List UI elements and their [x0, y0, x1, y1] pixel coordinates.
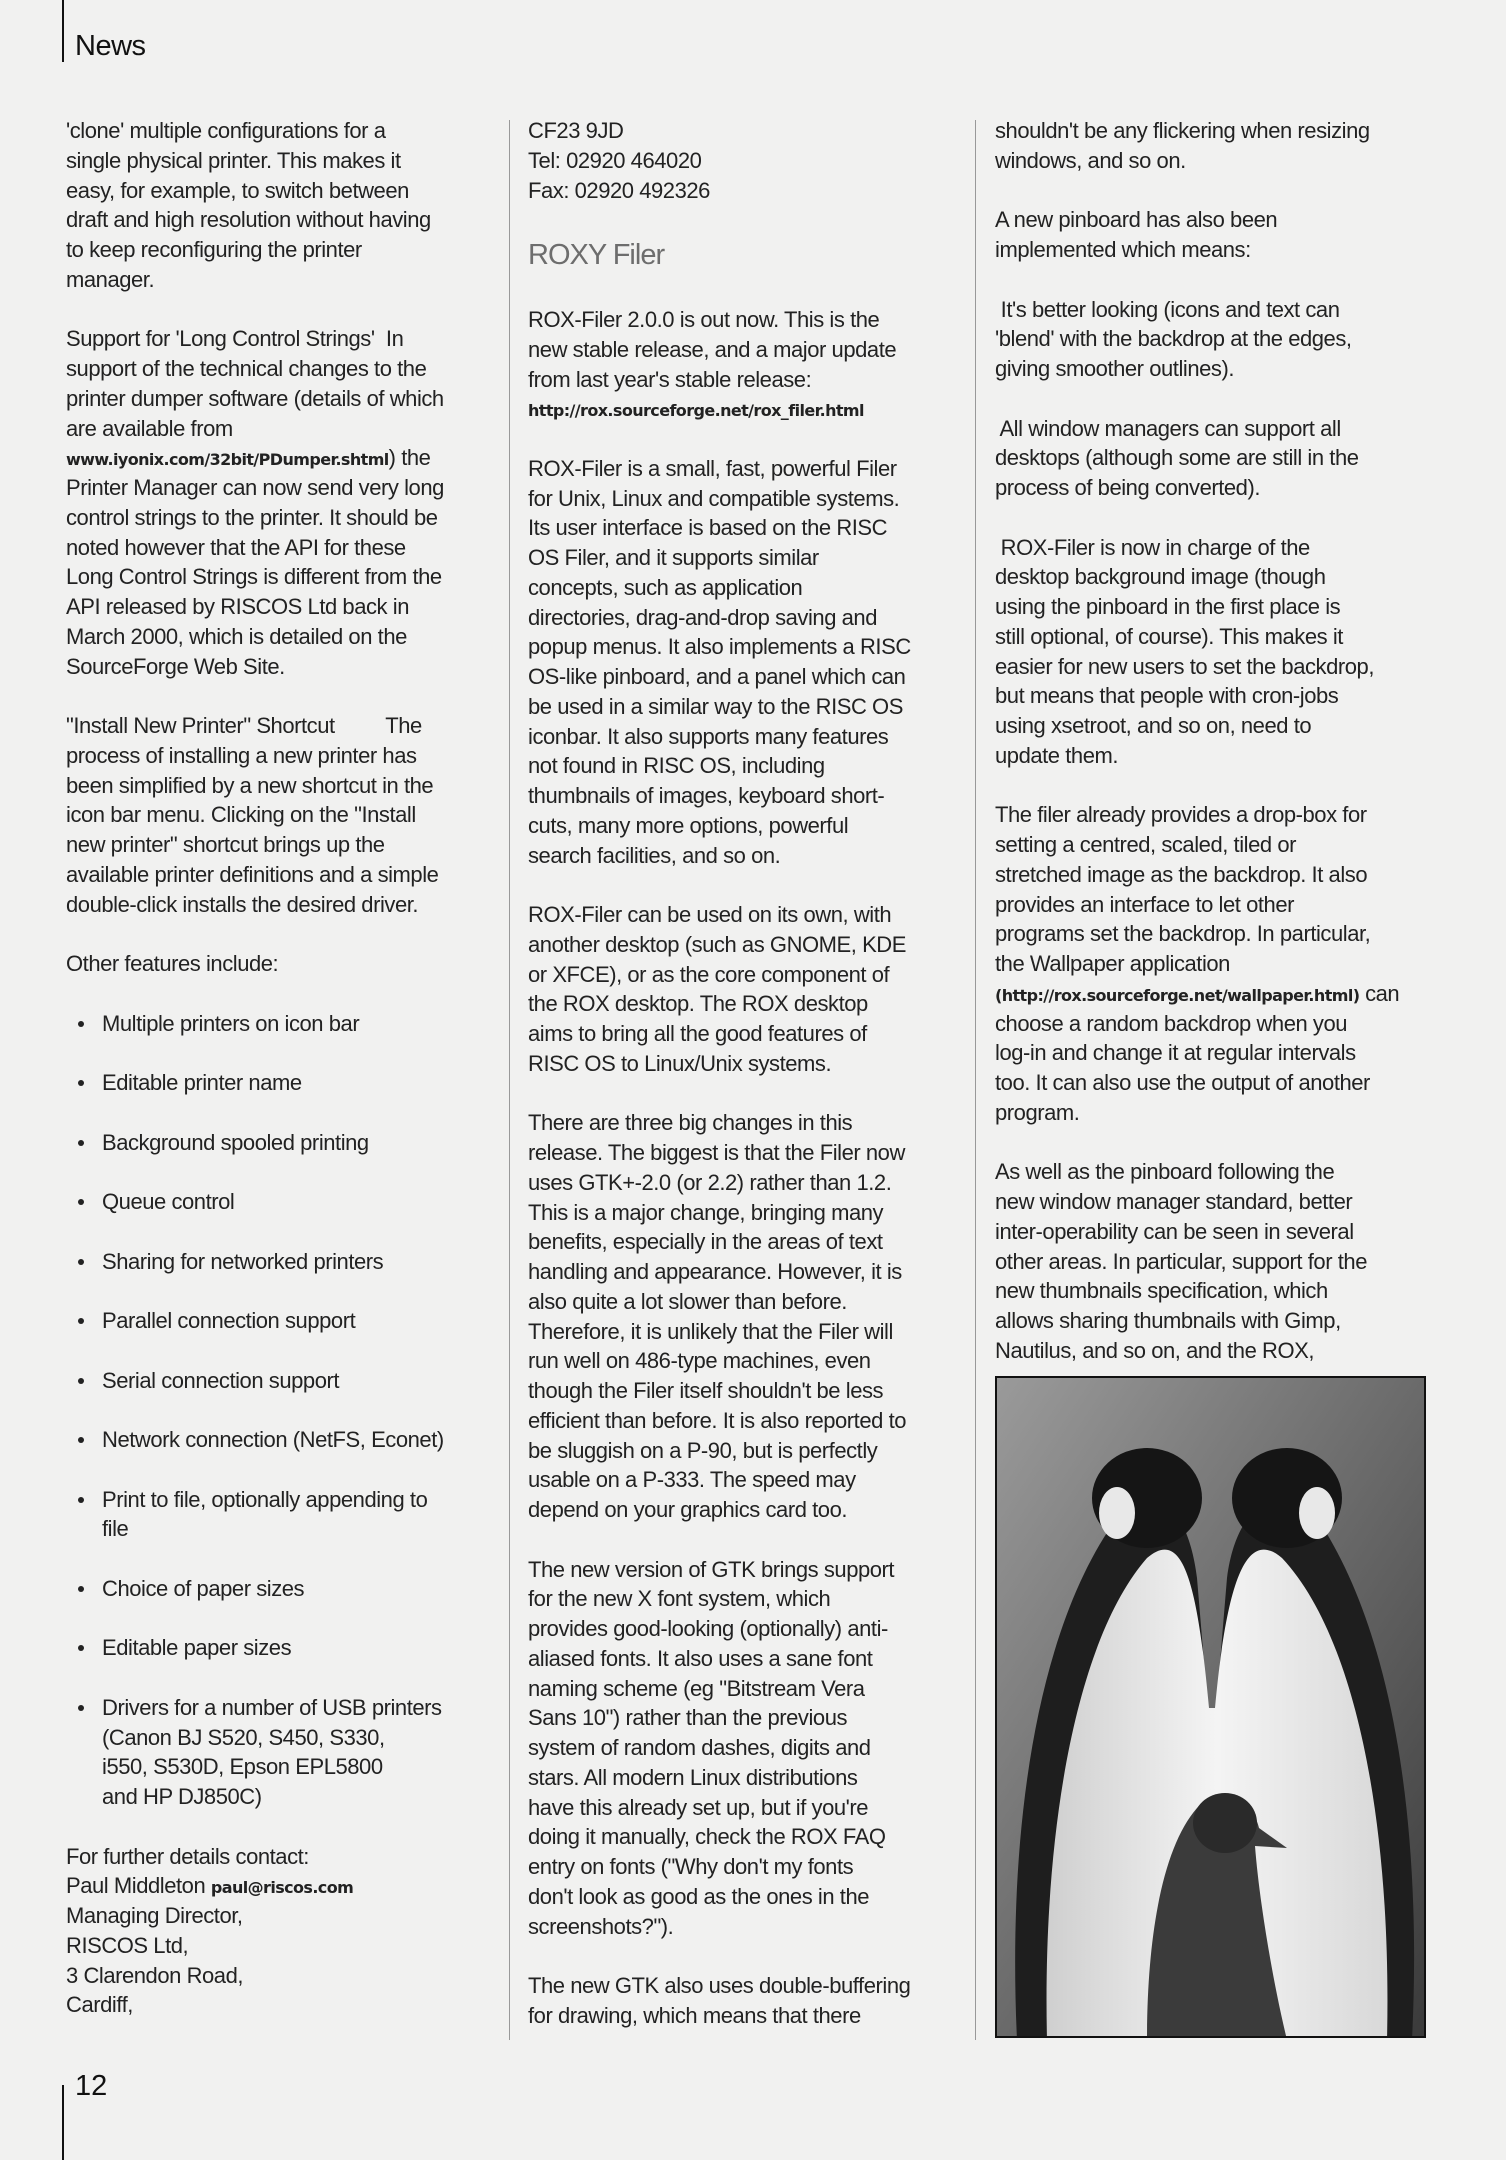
text-line: new window manager standard, better [995, 1189, 1353, 1214]
text-line: double-click installs the desired driver. [66, 891, 419, 917]
paragraph [66, 116, 496, 295]
text-line: Editable printer name [102, 1070, 302, 1095]
text-line: SourceForge Web Site. [66, 653, 285, 679]
text-line: process of being converted). [995, 475, 1260, 500]
paragraph [995, 205, 1435, 265]
text-line: All window managers can support all [995, 415, 1341, 441]
text-line: popup menus. It also implements a RISC [528, 634, 911, 660]
text-line: draft and high resolution without having [66, 207, 431, 233]
text-line: uses GTK+-2.0 (or 2.2) rather than 1.2. [528, 1169, 892, 1195]
text-line: naming scheme (eg "Bitstream Vera [528, 1675, 865, 1701]
text-line: desktop background image (though [995, 564, 1326, 590]
text-line: are available from [66, 415, 233, 441]
text-line: depend on your graphics card too. [528, 1497, 848, 1522]
text-line: Fax: 02920 492326 [528, 177, 710, 203]
text-line: ROX-Filer can be used on its own, with [528, 902, 892, 927]
text-line: provides an interface to let other [995, 891, 1294, 917]
text-line: Printer Manager can now send very long [66, 475, 444, 500]
text-line: Multiple printers on icon bar [102, 1010, 360, 1036]
text-line: OS-like pinboard, and a panel which can [528, 664, 906, 689]
text-line: Editable paper sizes [102, 1635, 292, 1661]
text-line: Nautilus, and so on, and the ROX, [995, 1337, 1315, 1363]
text-line: efficient than before. It is also reported to [528, 1407, 907, 1433]
text-line: setting a centred, scaled, tiled or [995, 832, 1296, 857]
text-line: another desktop (such as GNOME, KDE [528, 931, 906, 957]
line-text: ) the [388, 445, 431, 471]
text-line: easier for new users to set the backdrop, [995, 653, 1374, 679]
bullet-item [66, 1009, 496, 1039]
text-line: for the new X font system, which [528, 1586, 831, 1612]
text-line: Long Control Strings is different from the [66, 564, 442, 590]
text-line: the Wallpaper application [995, 951, 1230, 976]
text-line: Managing Director, [66, 1903, 243, 1928]
paragraph [528, 454, 968, 871]
text-line: run well on 486-type machines, even [528, 1348, 871, 1374]
text-line: new thumbnails specification, which [995, 1278, 1328, 1304]
paragraph [995, 414, 1435, 503]
text-line: Print to file, optionally appending to [102, 1486, 428, 1512]
page-number: 12 [75, 2070, 108, 2102]
text-line: using xsetroot, and so on, need to [995, 713, 1312, 738]
text-line: i550, S530D, Epson EPL5800 [102, 1754, 383, 1780]
text-line: icon bar menu. Clicking on the "Install [66, 802, 416, 828]
text-line: RISCOS Ltd, [66, 1932, 189, 1958]
text-line: Choice of paper sizes [102, 1575, 305, 1601]
paragraph [528, 1971, 968, 2031]
bullet-item [66, 1068, 496, 1098]
text-line [66, 1871, 496, 1901]
text-line: It's better looking (icons and text can [995, 296, 1340, 322]
text-line: choose a random backdrop when you [995, 1010, 1348, 1036]
text-line: There are three big changes in this [528, 1110, 853, 1136]
text-line: Drivers for a number of USB printers [102, 1694, 442, 1720]
text-line: available printer definitions and a simple [66, 861, 439, 887]
bullet-item [66, 1633, 496, 1663]
text-line: be sluggish on a P-90, but is perfectly [528, 1437, 878, 1463]
text-line: process of installing a new printer has [66, 742, 417, 768]
text-line: be used in a similar way to the RISC OS [528, 693, 903, 719]
text-line: log-in and change it at regular intervals [995, 1040, 1356, 1066]
text-line: have this already set up, but if you're [528, 1794, 869, 1820]
text-line: This is a major change, bringing many [528, 1199, 884, 1225]
paragraph [528, 1555, 968, 1942]
text-line: Other features include: [66, 951, 279, 976]
text-line: the ROX desktop. The ROX desktop [528, 991, 868, 1017]
text-line: CF23 9JD [528, 118, 624, 143]
text-line: directories, drag-and-drop saving and [528, 604, 878, 630]
text-line: Tel: 02920 464020 [528, 147, 702, 173]
text-line: control strings to the printer. It should be [66, 504, 438, 530]
url-link[interactable]: www.iyonix.com/32bit/PDumper.shtml [66, 450, 389, 470]
text-line: entry on fonts ("Why don't my fonts [528, 1854, 854, 1879]
paragraph [995, 116, 1435, 176]
bullet-item [66, 1187, 496, 1217]
section-marker-bar [62, 0, 64, 62]
text-line [995, 979, 1435, 1009]
text-line: ROXY Filer [528, 239, 665, 271]
text-line: iconbar. It also supports many features [528, 723, 889, 749]
text-line: ROX-Filer 2.0.0 is out now. This is the [528, 307, 880, 332]
bullet-item [66, 1574, 496, 1604]
text-line: desktops (although some are still in the [995, 445, 1359, 471]
article-heading [528, 235, 968, 275]
text-line: API released by RISCOS Ltd back in [66, 594, 409, 619]
text-line: giving smoother outlines). [995, 356, 1234, 381]
paragraph [66, 711, 496, 919]
text-line: release. The biggest is that the Filer now [528, 1140, 905, 1165]
text-line: Queue control [102, 1189, 235, 1214]
text-line: Its user interface is based on the RISC [528, 515, 888, 541]
text-line: manager. [66, 266, 155, 292]
paragraph [66, 324, 496, 681]
text-line: inter-operability can be seen in several [995, 1218, 1354, 1244]
text-line: but means that people with cron-jobs [995, 683, 1339, 709]
text-line: Support for 'Long Control Strings' In [66, 326, 404, 352]
text-line: for drawing, which means that there [528, 2002, 861, 2028]
text-line: cuts, many more options, powerful [528, 812, 849, 838]
paragraph [528, 900, 968, 1079]
text-line: RISC OS to Linux/Unix systems. [528, 1050, 832, 1076]
text-line: and HP DJ850C) [102, 1784, 262, 1809]
text-line: doing it manually, check the ROX FAQ [528, 1824, 886, 1850]
text-line: other areas. In particular, support for the [995, 1248, 1367, 1274]
text-line: ROX-Filer is now in charge of the [995, 534, 1310, 560]
column-divider [509, 120, 510, 2040]
text-line: using the pinboard in the first place is [995, 594, 1341, 619]
text-line: not found in RISC OS, including [528, 753, 825, 779]
line-text: Paul Middleton [66, 1873, 211, 1899]
text-line: single physical printer. This makes it [66, 147, 401, 173]
paragraph [995, 1157, 1435, 1365]
text-line: for Unix, Linux and compatible systems. [528, 485, 900, 511]
text-line: ROX-Filer is a small, fast, powerful Filer [528, 455, 897, 481]
text-line: Sans 10") rather than the previous [528, 1705, 848, 1731]
penguin-image [997, 1378, 1426, 2038]
text-line: allows sharing thumbnails with Gimp, [995, 1308, 1341, 1333]
text-line: file [102, 1516, 129, 1542]
text-line: The filer already provides a drop-box for [995, 802, 1367, 828]
text-line: system of random dashes, digits and [528, 1735, 871, 1760]
text-line: shouldn't be any flickering when resizing [995, 118, 1370, 143]
text-line: As well as the pinboard following the [995, 1159, 1335, 1185]
paragraph [995, 800, 1435, 1127]
text-line: The new version of GTK brings support [528, 1556, 895, 1582]
text-line: Cardiff, [66, 1992, 133, 2018]
text-line: noted however that the API for these [66, 534, 406, 560]
paragraph [66, 949, 496, 979]
line-text: can [1359, 980, 1400, 1006]
text-line: also quite a lot slower than before. [528, 1288, 847, 1314]
text-line: 3 Clarendon Road, [66, 1962, 244, 1988]
text-line: screenshots?"). [528, 1913, 674, 1939]
text-line: OS Filer, and it supports similar [528, 545, 819, 570]
text-line: support of the technical changes to the [66, 356, 427, 381]
text-line: from last year's stable release: [528, 366, 812, 392]
paragraph [995, 295, 1435, 384]
section-title: News [75, 30, 146, 62]
url-link[interactable]: (http://rox.sourceforge.net/wallpaper.html) [995, 985, 1360, 1005]
paragraph [528, 1108, 968, 1525]
page-number-bar [62, 2085, 64, 2160]
bullet-item [66, 1128, 496, 1158]
text-line: though the Filer itself shouldn't be less [528, 1378, 884, 1403]
text-line: aims to bring all the good features of [528, 1021, 867, 1046]
bullet-item [66, 1306, 496, 1336]
text-line: Sharing for networked printers [102, 1248, 384, 1274]
url-link[interactable]: paul@riscos.com [210, 1878, 354, 1898]
paragraph [995, 533, 1435, 771]
text-line: A new pinboard has also been [995, 207, 1278, 233]
bullet-item [66, 1485, 496, 1545]
text-line: new stable release, and a major update [528, 336, 897, 362]
text-line: update them. [995, 742, 1119, 768]
bullet-item [66, 1247, 496, 1277]
bullet-item [66, 1693, 496, 1812]
text-line: program. [995, 1099, 1080, 1125]
paragraph [66, 1842, 496, 2021]
text-line: (Canon BJ S520, S450, S330, [102, 1724, 385, 1750]
column-3 [995, 116, 1435, 1395]
penguin-photo [995, 1376, 1426, 2038]
text-line: easy, for example, to switch between [66, 177, 409, 203]
text-line: Serial connection support [102, 1367, 340, 1393]
column-1 [66, 116, 496, 2050]
text-line: Network connection (NetFS, Econet) [102, 1427, 444, 1452]
text-line: 'clone' multiple configurations for a [66, 118, 386, 143]
text-line: stars. All modern Linux distributions [528, 1764, 858, 1790]
url-link[interactable]: http://rox.sourceforge.net/rox_filer.html [528, 401, 864, 421]
column-divider [975, 120, 976, 2040]
text-line: usable on a P-333. The speed may [528, 1467, 856, 1493]
text-line: The new GTK also uses double-buffering [528, 1973, 911, 1998]
text-line: new printer" shortcut brings up the [66, 832, 385, 857]
text-line [528, 394, 968, 424]
text-line: Parallel connection support [102, 1308, 356, 1333]
text-line: don't look as good as the ones in the [528, 1883, 870, 1909]
text-line: 'blend' with the backdrop at the edges, [995, 326, 1352, 352]
text-line: provides good-looking (optionally) anti- [528, 1616, 888, 1641]
text-line: too. It can also use the output of another [995, 1070, 1370, 1095]
text-line: still optional, of course). This makes it [995, 623, 1343, 649]
text-line: March 2000, which is detailed on the [66, 623, 407, 649]
text-line: been simplified by a new shortcut in the [66, 772, 434, 798]
text-line: aliased fonts. It also uses a sane font [528, 1645, 873, 1671]
text-line: to keep reconfiguring the printer [66, 237, 362, 262]
text-line: or XFCE), or as the core component of [528, 961, 890, 987]
text-line: Therefore, it is unlikely that the Filer will [528, 1318, 893, 1344]
text-line: printer dumper software (details of which [66, 385, 444, 411]
paragraph [528, 305, 968, 424]
paragraph [528, 116, 968, 205]
text-line: Background spooled printing [102, 1129, 369, 1155]
column-2 [528, 116, 968, 2060]
text-line: benefits, especially in the areas of text [528, 1229, 883, 1255]
text-line: implemented which means: [995, 237, 1251, 262]
text-line [66, 443, 496, 473]
text-line: programs set the backdrop. In particular, [995, 921, 1371, 947]
bullet-item [66, 1425, 496, 1455]
text-line: stretched image as the backdrop. It also [995, 861, 1368, 887]
text-line: "Install New Printer" Shortcut The [66, 713, 422, 738]
bullet-item [66, 1366, 496, 1396]
text-line: concepts, such as application [528, 574, 803, 600]
text-line: handling and appearance. However, it is [528, 1259, 902, 1284]
text-line: For further details contact: [66, 1843, 309, 1869]
text-line: windows, and so on. [995, 147, 1186, 173]
text-line: search facilities, and so on. [528, 842, 781, 868]
text-line: thumbnails of images, keyboard short- [528, 783, 885, 808]
